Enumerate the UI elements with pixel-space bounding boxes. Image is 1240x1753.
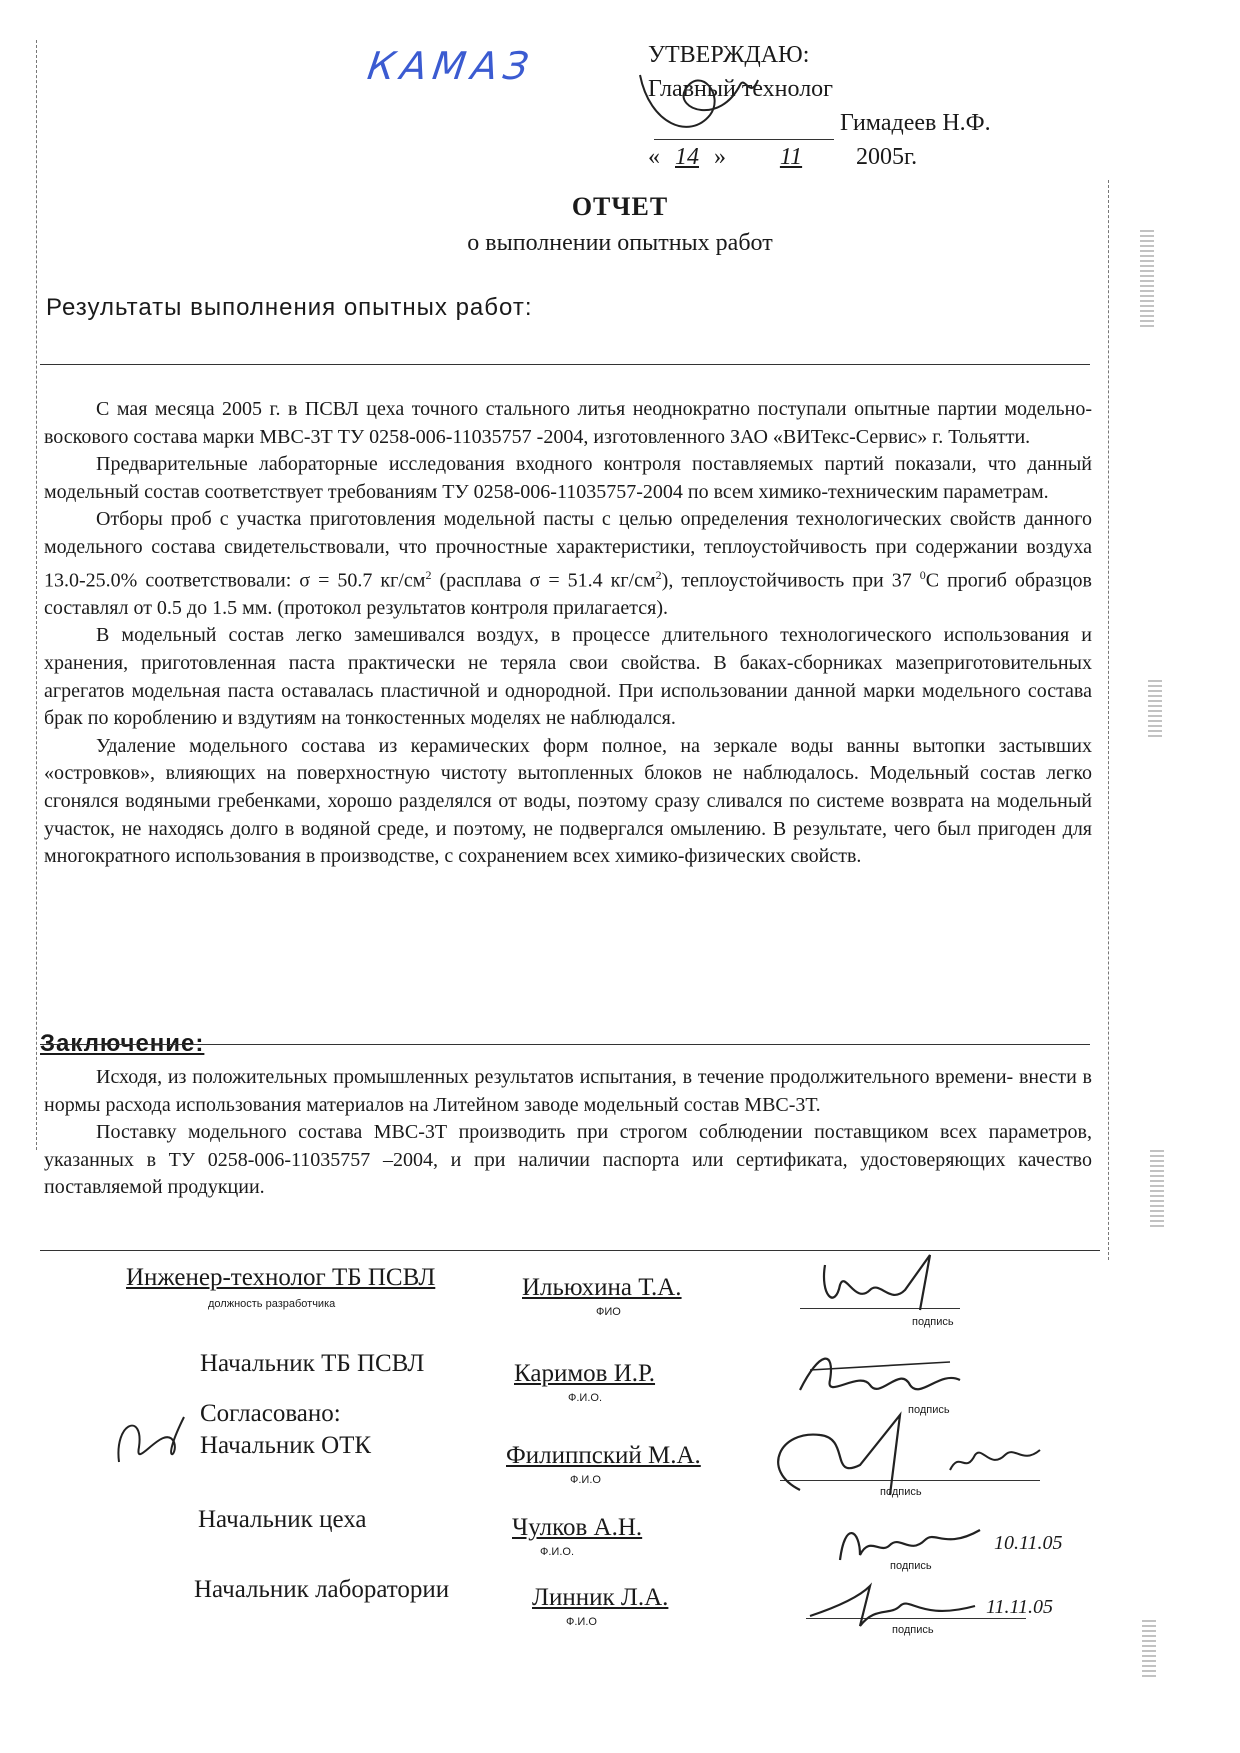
body-paragraph: Удаление модельного состава из керамических форм полное, на зеркале воды ванны вытопки застывших «островков», влияющих на поверхностную чистоту вытопленных блоков не наблюдалось. Модельный состав легко сгонялся водяными гребенками, хорошо разделялся от воды, поэтому сразу сливался по системе возврата на модельный участок, не находясь долго в водяной среде, и поэтому, не подвергался омылению. В результате, чего был пригоден для многократного использования в производстве, с сохранением всех химико-физических свойств. (44, 734, 1092, 868)
page-subtitle: о выполнении опытных работ (467, 230, 773, 256)
scan-artifact (1142, 1620, 1156, 1680)
kamaz-handwritten-note: КАМАЗ (364, 44, 538, 88)
scan-artifact (1148, 680, 1162, 740)
signature-caption: подпись (912, 1316, 954, 1328)
signature-linnik (800, 1576, 980, 1636)
name-caption: Ф.И.О (570, 1474, 601, 1486)
approval-date-day: 14 (675, 144, 699, 170)
approval-date: « 14 » 11 2005г. (648, 140, 991, 174)
approval-heading: УТВЕРЖДАЮ: (648, 42, 810, 68)
conclusion-body (44, 1064, 1092, 1202)
signature-date: 11.11.05 (986, 1596, 1054, 1618)
body-paragraph: В модельный состав легко замешивался воздух, в процессе длительного технологического использования и хранения, приготовленная паста практически не теряла свои свойства. В баках-сборниках мазеприготовительных агрегатов модельная паста оставалась пластичной и однородной. При использовании данной марки модельного состава брак по короблению и вздутиям на тонкостенных моделях не наблюдался. (44, 624, 1092, 730)
body-paragraph: С мая месяца 2005 г. в ПСВЛ цеха точного стального литья неоднократно поступали опытные партии модельно-воскового состава марки МВС-3Т ТУ 0258-006-11035757 -2004, изготовленного ЗАО «ВИТекс-Сервис» г. Тольятти. (44, 398, 1092, 448)
approval-date-year: 2005г. (856, 144, 918, 170)
scan-artifact (1150, 1150, 1164, 1230)
signature-date: 10.11.05 (994, 1532, 1063, 1554)
approval-name: Гимадеев Н.Ф. (840, 110, 991, 136)
signature-name: Каримов И.Р. (514, 1360, 656, 1387)
signature-position: Инженер-технолог ТБ ПСВЛ (126, 1264, 436, 1291)
heading-rule (40, 364, 1090, 365)
approver-signature (630, 55, 770, 145)
signature-name: Ильюхина Т.А. (522, 1274, 682, 1301)
signature-name: Линник Л.А. (532, 1584, 669, 1611)
signature-filippsky (760, 1410, 1050, 1500)
signature-position: Начальник лаборатории (194, 1576, 450, 1603)
page-title: ОТЧЕТ (571, 192, 669, 221)
name-caption: Ф.И.О. (540, 1546, 574, 1558)
signature-name: Филиппский М.А. (506, 1442, 701, 1469)
name-caption: Ф.И.О (566, 1616, 597, 1628)
signature-caption: подпись (890, 1560, 932, 1572)
conclusion-paragraph: Поставку модельного состава МВС-3Т производить при строгом соблюдении поставщиком всех параметров, указанных в ТУ 0258-006-11035757 –2004, и при наличии паспорта или сертификата, удостоверяющих качество поставляемой продукции. (44, 1121, 1092, 1199)
conclusion-heading: Заключение: (40, 1030, 205, 1057)
agreed-initials (104, 1402, 194, 1482)
approval-position: Главный технолог (648, 76, 834, 102)
body-paragraph-properties: Отборы проб с участка приготовления модельной пасты с целью определения технологических свойств данного модельного состава свидетельствовали, что прочностные характеристики, теплоустойчивость при содержании воздуха 13.0-25.0% соответствовали: σ = 50.7 $кг/см^2$ (расплава σ = 51.4 $кг/см^2$), теплоустойчивость при 37 $^0$С прогиб образцов составлял от 0.5 до 1.5 мм. (протокол результатов контроля прилагается). (44, 508, 1093, 619)
signature-caption: подпись (892, 1624, 934, 1636)
signature-position: Начальник ТБ ПСВЛ (200, 1350, 425, 1377)
conclusion-rule (40, 1044, 1090, 1045)
approval-date-month: 11 (779, 144, 803, 170)
signature-chulkov (830, 1510, 990, 1570)
results-heading: Результаты выполнения опытных работ: (46, 294, 533, 321)
signature-caption: подпись (908, 1404, 950, 1416)
signature-caption: подпись (880, 1486, 922, 1498)
name-caption: ФИО (596, 1306, 621, 1318)
signature-karimov (790, 1340, 970, 1410)
signature-name: Чулков А.Н. (512, 1514, 643, 1541)
right-margin-line (1108, 180, 1109, 1260)
name-caption: Ф.И.О. (568, 1392, 602, 1404)
agreed-label: Согласовано: (200, 1400, 341, 1427)
signature-ilyukhina (810, 1250, 960, 1320)
conclusion-paragraph: Исходя, из положительных промышленных результатов испытания, в течение продолжительного времени- внести в нормы расхода использования материалов на Литейном заводе модельный состав МВС-3Т. (44, 1066, 1092, 1116)
signature-position: Начальник ОТК (200, 1432, 372, 1459)
position-caption: должность разработчика (208, 1298, 336, 1310)
body-paragraph: Предварительные лабораторные исследования входного контроля поставляемых партий показали, что данный модельный состав соответствует требованиям ТУ 0258-006-11035757-2004 по всем химико-техническим параметрам. (44, 453, 1092, 503)
report-body (44, 396, 1092, 871)
signature-position: Начальник цеха (198, 1506, 367, 1533)
